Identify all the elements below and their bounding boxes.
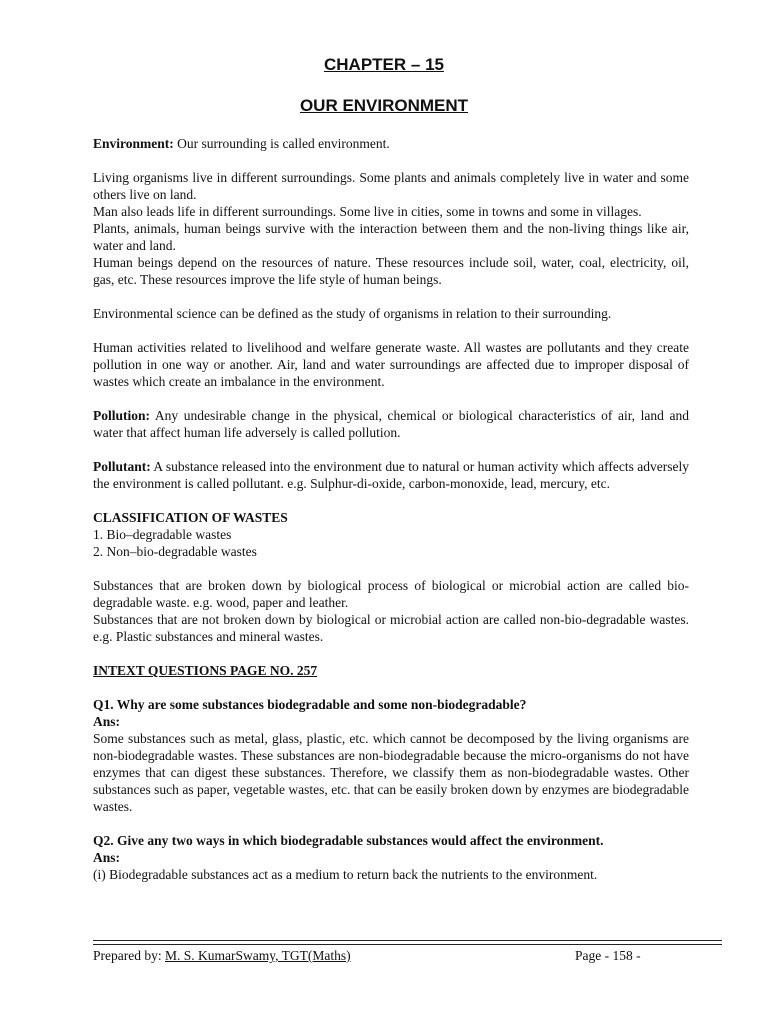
document-body (93, 135, 689, 883)
definition-term: Pollutant: (93, 459, 151, 474)
waste-paragraph: Human activities related to livelihood and welfare generate waste. All wastes are pollutants and they create pollution in one way or another. Air, land and water surroundings are affected due to improper disposal of wastes which create an imbalance in the environment. (93, 340, 689, 389)
intro-paragraph: Plants, animals, human beings survive with the interaction between them and the non-living things like air, water and land. (93, 221, 689, 253)
answer-1: Some substances such as metal, glass, plastic, etc. which cannot be decomposed by the living organisms are non-biodegradable wastes. These substances are non-biodegradable because the micro-organisms do not have enzymes that can digest these substances. Therefore, we classify them as non-biodegradable wastes. Other substances such as paper, vegetable wastes, etc. that can be easily broken down by enzymes are biodegradable wastes. (93, 731, 689, 814)
definition-term: Pollution: (93, 408, 151, 423)
chapter-number: CHAPTER – 15 (324, 55, 444, 74)
definition-text: Our surrounding is called environment. (173, 136, 390, 151)
definition-text: A substance released into the environment due to natural or human activity which affects adversely the environment is called pollutant. e.g. Sulphur-di-oxide, carbon-monoxide, lead, mercury, etc. (93, 459, 689, 491)
non-biodegradable-paragraph: Substances that are not broken down by biological or microbial action are called non-bio-degradable wastes. e.g. Plastic substances and mineral wastes. (93, 612, 689, 644)
classification-item: 2. Non–bio-degradable wastes (93, 544, 257, 559)
biodegradable-paragraph: Substances that are broken down by biological process of biological or microbial action are called bio-degradable waste. e.g. wood, paper and leather. (93, 578, 689, 610)
prepared-by-label: Prepared by: (93, 948, 165, 963)
question-2: Q2. Give any two ways in which biodegradable substances would affect the environment. (93, 833, 604, 848)
author-name: M. S. KumarSwamy, TGT(Maths) (164, 948, 351, 963)
definition-term: Environment: (93, 136, 174, 151)
chapter-title: OUR ENVIRONMENT (299, 96, 469, 115)
classification-heading: CLASSIFICATION OF WASTES (93, 510, 288, 525)
environmental-science-paragraph: Environmental science can be defined as the study of organisms in relation to their surrounding. (93, 306, 612, 321)
footer-rule (93, 944, 722, 945)
page-number: Page - 158 - (575, 948, 641, 963)
pollutant-definition (93, 458, 689, 492)
page-footer (93, 948, 653, 964)
classification-item: 1. Bio–degradable wastes (93, 527, 232, 542)
intext-questions-heading: INTEXT QUESTIONS PAGE NO. 257 (93, 663, 318, 678)
question-1: Q1. Why are some substances biodegradable and some non-biodegradable? (93, 697, 527, 712)
answer-label: Ans: (93, 714, 121, 729)
environment-definition (93, 135, 689, 152)
intro-paragraph: Living organisms live in different surroundings. Some plants and animals completely live in water and some others live on land. (93, 170, 689, 202)
pollution-definition (93, 407, 689, 441)
answer-label: Ans: (93, 850, 121, 865)
intro-paragraph: Man also leads life in different surroundings. Some live in cities, some in towns and some in villages. (93, 204, 642, 219)
answer-2: (i) Biodegradable substances act as a medium to return back the nutrients to the environment. (93, 867, 598, 882)
footer-rule (93, 940, 722, 941)
definition-text: Any undesirable change in the physical, chemical or biological characteristics of air, land and water that affect human life adversely is called pollution. (93, 408, 689, 440)
intro-paragraph: Human beings depend on the resources of nature. These resources include soil, water, coal, electricity, oil, gas, etc. These resources improve the life style of human beings. (93, 255, 689, 287)
